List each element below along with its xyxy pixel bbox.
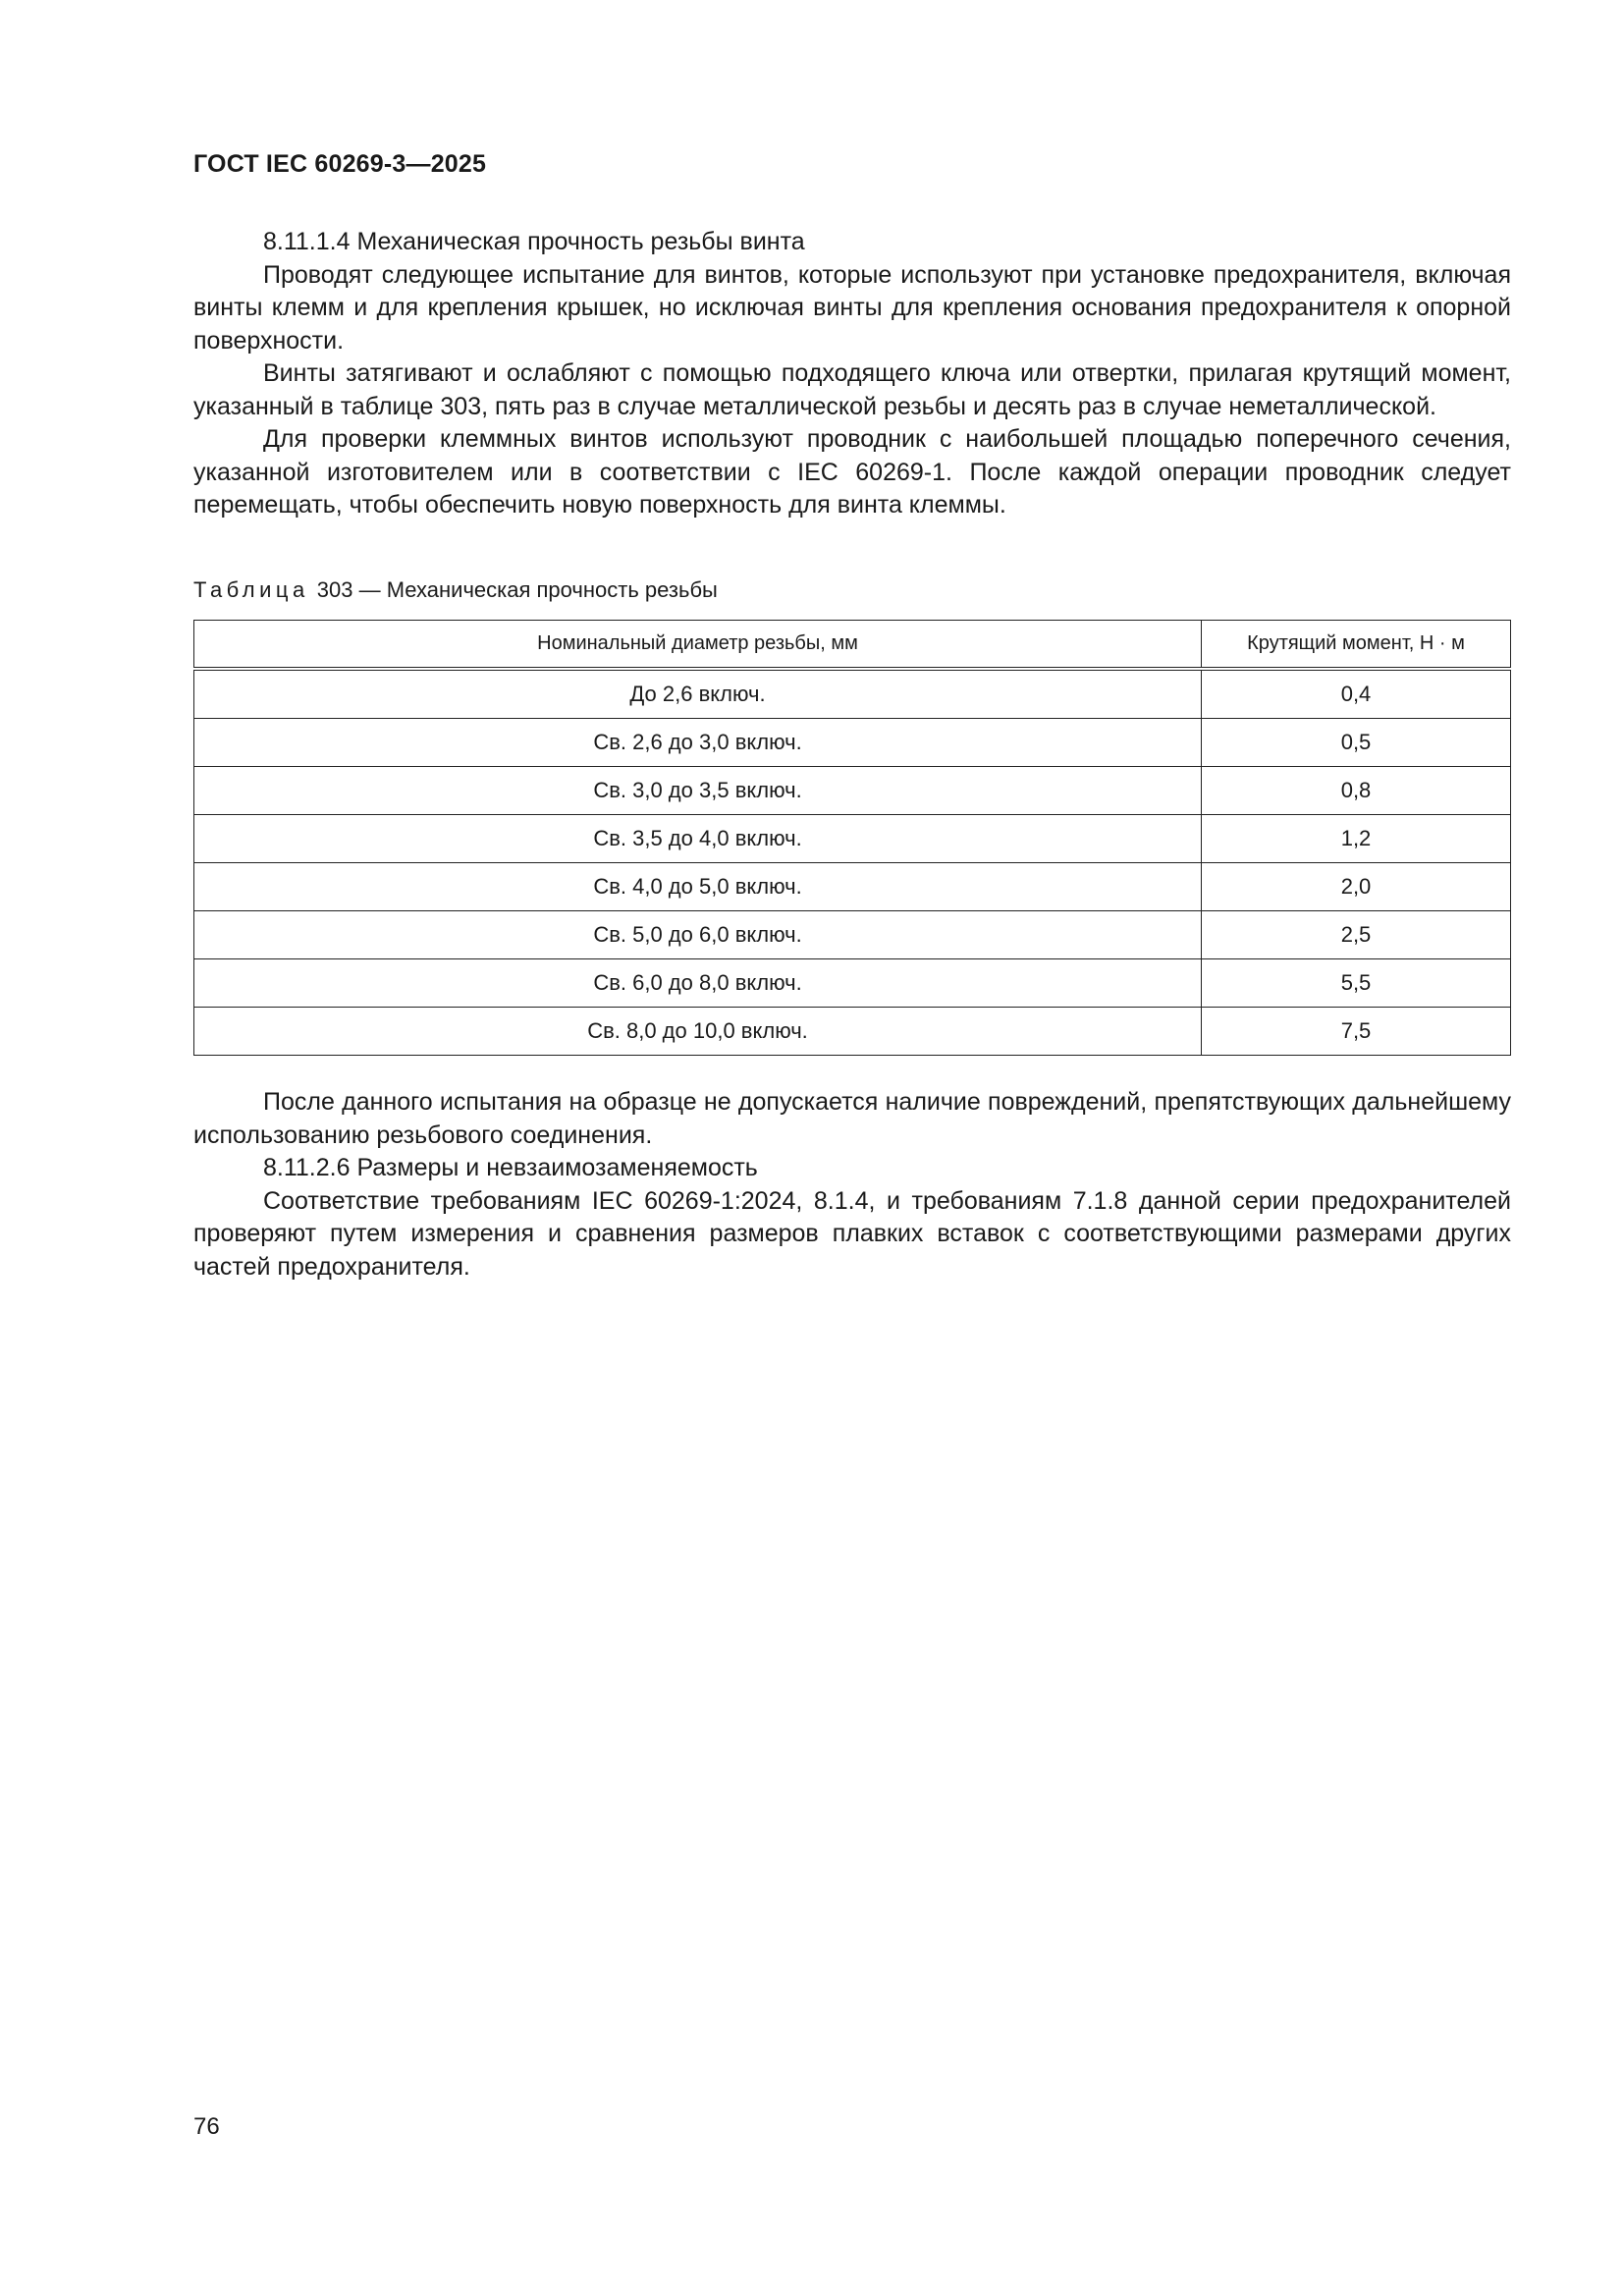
table-header-row: [194, 621, 1511, 670]
table-row: [194, 669, 1511, 719]
table-row: [194, 911, 1511, 959]
table-caption-label: Таблица: [193, 577, 309, 602]
cell-diameter: Св. 3,0 до 3,5 включ.: [194, 767, 1202, 815]
table-row: [194, 815, 1511, 863]
table-row: [194, 959, 1511, 1008]
section-8-11-1-4: [193, 226, 1511, 522]
section-8-11-2-6: [193, 1086, 1511, 1284]
cell-torque: 0,8: [1202, 767, 1511, 815]
page-number: 76: [193, 2113, 220, 2140]
cell-torque: 2,0: [1202, 863, 1511, 911]
paragraph: Для проверки клеммных винтов используют проводник с наибольшей площадью поперечного сечения, указанной изготовителем или в соответствии с IEC 60269-1. После каждой операции проводник следует перемещать, чтобы обеспечить новую поверхность для винта клеммы.: [193, 425, 1511, 519]
table-caption: [193, 577, 718, 603]
cell-diameter: Св. 8,0 до 10,0 включ.: [194, 1008, 1202, 1056]
document-header: ГОСТ IEC 60269-3—2025: [193, 150, 487, 178]
header-cell-diameter: Номинальный диаметр резьбы, мм: [194, 621, 1202, 670]
cell-diameter: До 2,6 включ.: [194, 669, 1202, 719]
paragraph: Винты затягивают и ослабляют с помощью подходящего ключа или отвертки, прилагая крутящий момент, указанный в таблице 303, пять раз в случае металлической резьбы и десять раз в случае неметаллической.: [193, 359, 1511, 420]
section-heading: 8.11.1.4 Механическая прочность резьбы винта: [263, 228, 805, 255]
table-row: [194, 719, 1511, 767]
cell-torque: 5,5: [1202, 959, 1511, 1008]
table-row: [194, 767, 1511, 815]
table-row: [194, 1008, 1511, 1056]
cell-diameter: Св. 4,0 до 5,0 включ.: [194, 863, 1202, 911]
cell-torque: 0,4: [1202, 669, 1511, 719]
cell-torque: 7,5: [1202, 1008, 1511, 1056]
cell-diameter: Св. 5,0 до 6,0 включ.: [194, 911, 1202, 959]
cell-diameter: Св. 3,5 до 4,0 включ.: [194, 815, 1202, 863]
section-heading: 8.11.2.6 Размеры и невзаимозаменяемость: [263, 1154, 758, 1181]
paragraph: После данного испытания на образце не допускается наличие повреждений, препятствующих дальнейшему использованию резьбового соединения.: [193, 1088, 1511, 1149]
paragraph: Проводят следующее испытание для винтов, которые используют при установке предохранителя, включая винты клемм и для крепления крышек, но исключая винты для крепления основания предохранителя к опорной поверхности.: [193, 260, 1511, 355]
paragraph: Соответствие требованиям IEC 60269-1:2024, 8.1.4, и требованиям 7.1.8 данной серии предохранителей проверяют путем измерения и сравнения размеров плавких вставок с соответствующими размерами других частей предохранителя.: [193, 1186, 1511, 1281]
cell-diameter: Св. 6,0 до 8,0 включ.: [194, 959, 1202, 1008]
cell-torque: 1,2: [1202, 815, 1511, 863]
cell-diameter: Св. 2,6 до 3,0 включ.: [194, 719, 1202, 767]
header-cell-torque: Крутящий момент, Н · м: [1202, 621, 1511, 670]
torque-table: [193, 620, 1511, 1056]
table-caption-text: 303 — Механическая прочность резьбы: [316, 577, 718, 602]
table-row: [194, 863, 1511, 911]
cell-torque: 2,5: [1202, 911, 1511, 959]
cell-torque: 0,5: [1202, 719, 1511, 767]
